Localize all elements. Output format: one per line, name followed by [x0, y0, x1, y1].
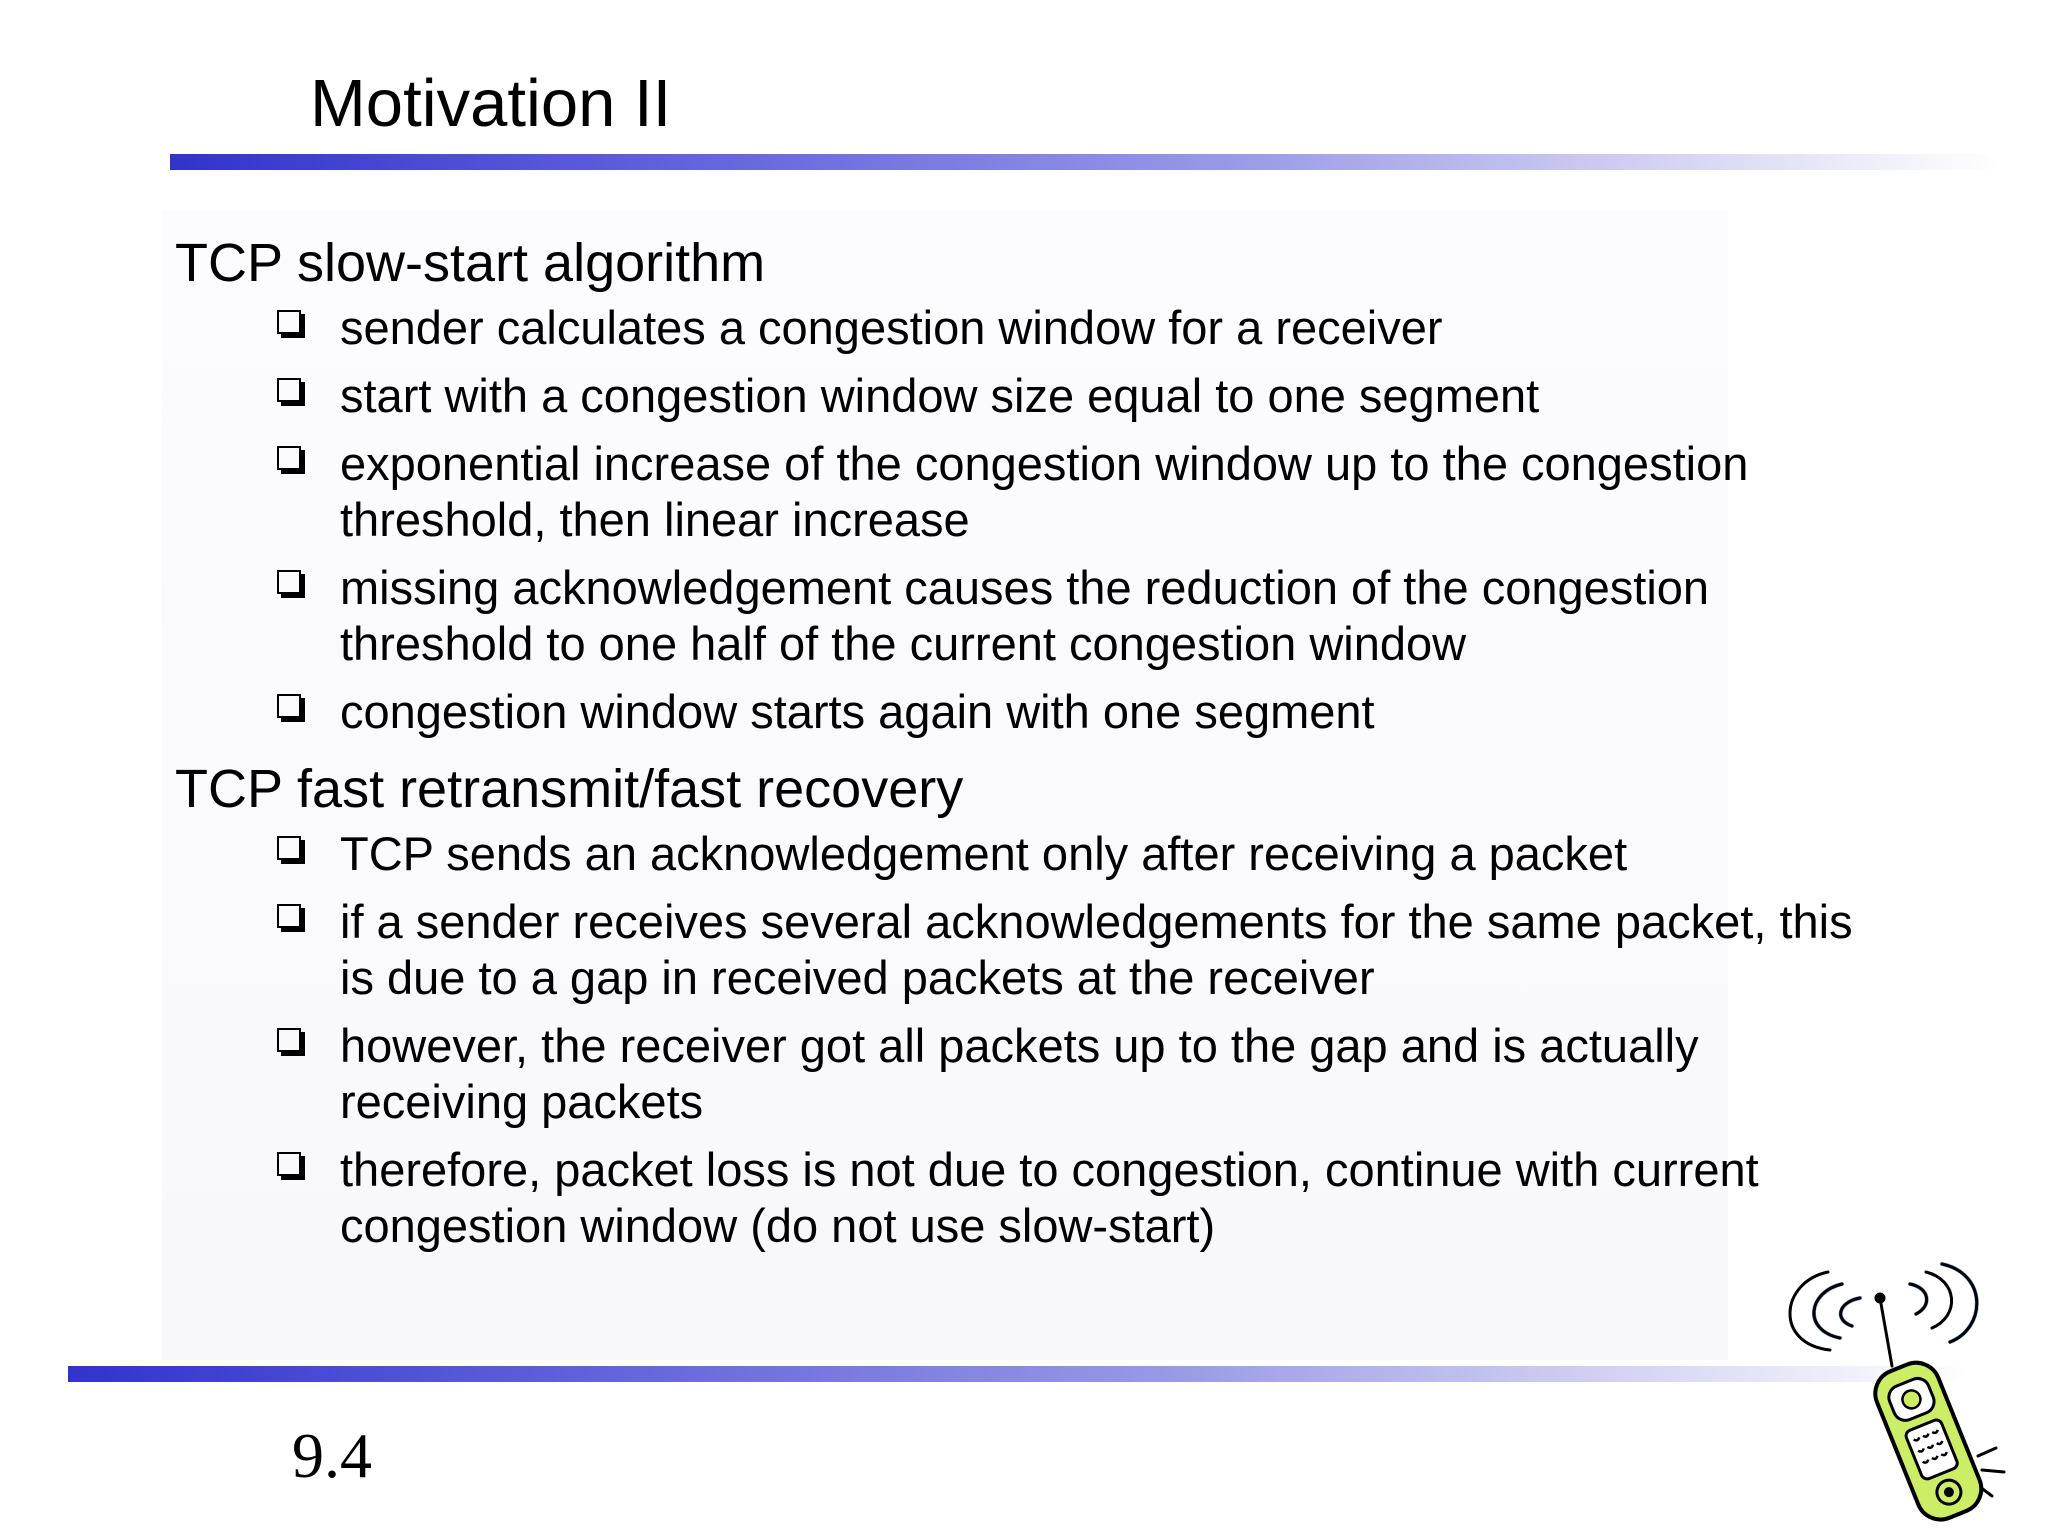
slide-number: 9.4 [292, 1420, 372, 1491]
bullet-text: therefore, packet loss is not due to congestion, continue with current congestion window (do not use slow-start) [340, 1143, 1759, 1252]
checkbox-bullet-icon [277, 836, 301, 860]
section-heading-slow-start: TCP slow-start algorithm [175, 233, 766, 293]
slide-title: Motivation II [310, 66, 672, 141]
list-item [340, 1142, 1880, 1254]
checkbox-bullet-icon [277, 378, 301, 402]
checkbox-bullet-icon [277, 694, 301, 718]
list-item [340, 826, 1880, 882]
list-item [340, 560, 1880, 672]
bullet-text: sender calculates a congestion window for a receiver [340, 301, 1443, 354]
checkbox-bullet-icon [277, 570, 301, 594]
bullet-text: however, the receiver got all packets up to the gap and is actually receiving packets [340, 1019, 1699, 1128]
list-item [340, 368, 1880, 424]
bullet-text: TCP sends an acknowledgement only after receiving a packet [340, 827, 1628, 880]
bullet-text: if a sender receives several acknowledgements for the same packet, this is due to a gap in received packets at the receiver [340, 895, 1853, 1004]
list-item [340, 300, 1880, 356]
list-item [340, 1018, 1880, 1130]
bullet-text: start with a congestion window size equal to one segment [340, 369, 1540, 422]
checkbox-bullet-icon [277, 1028, 301, 1052]
bullet-text: exponential increase of the congestion window up to the congestion threshold, then linear increase [340, 437, 1749, 546]
bullet-list-slow-start [175, 300, 1875, 740]
checkbox-bullet-icon [277, 310, 301, 334]
bullet-list-fast-retransmit [175, 826, 1875, 1254]
title-divider-bar [170, 154, 2000, 170]
mobile-phone-icon [1760, 1258, 2030, 1526]
list-item [340, 436, 1880, 548]
section-heading-fast-retransmit: TCP fast retransmit/fast recovery [175, 759, 964, 819]
list-item [340, 684, 1880, 740]
checkbox-bullet-icon [277, 446, 301, 470]
checkbox-bullet-icon [277, 904, 301, 928]
bullet-text: missing acknowledgement causes the reduction of the congestion threshold to one half of the current congestion window [340, 561, 1710, 670]
footer-divider-bar [68, 1366, 1968, 1382]
checkbox-bullet-icon [277, 1152, 301, 1176]
bullet-text: congestion window starts again with one segment [340, 685, 1375, 738]
slide-body [175, 226, 1875, 1266]
list-item [340, 894, 1880, 1006]
